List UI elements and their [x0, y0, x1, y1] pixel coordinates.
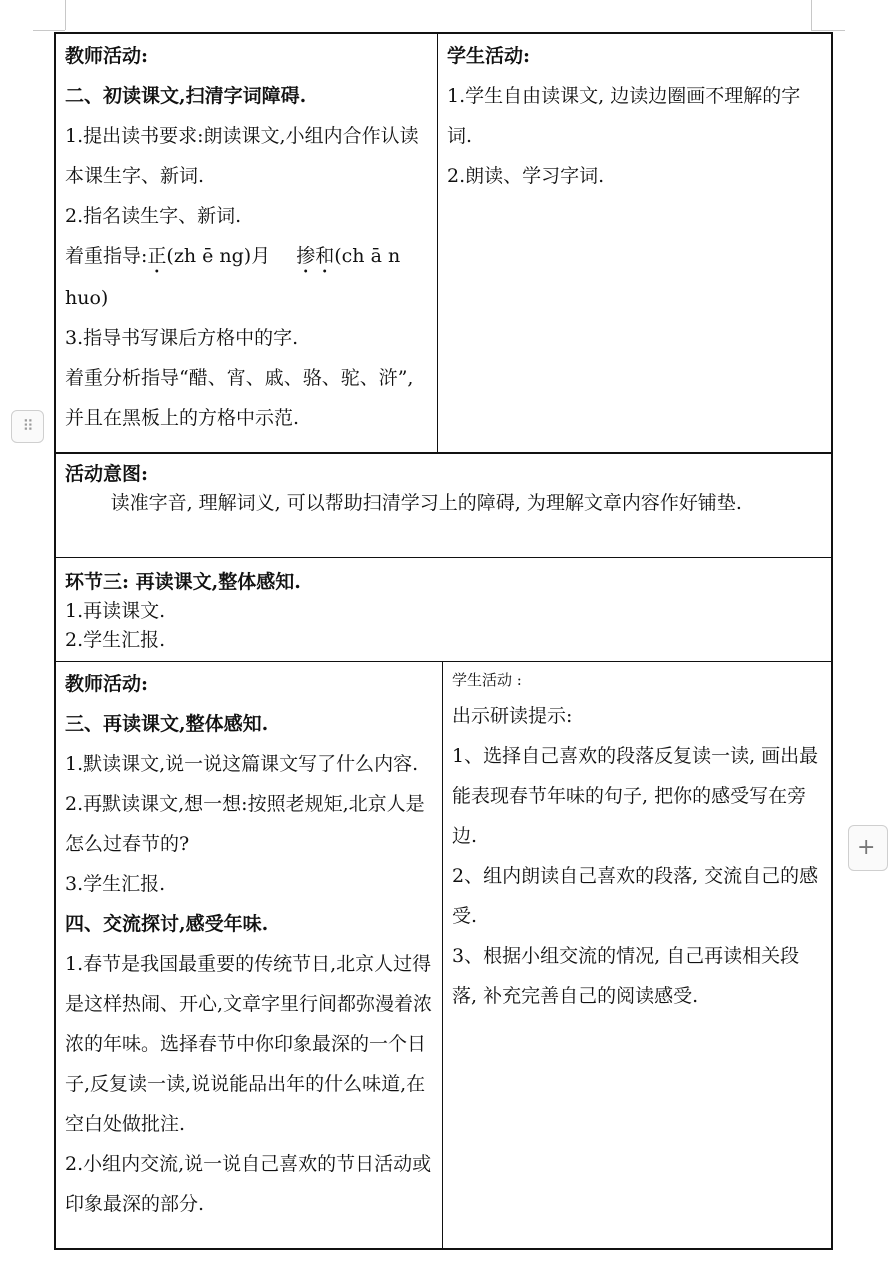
- focus-char: 正: [147, 245, 167, 267]
- student-heading: 学生活动:: [447, 45, 531, 67]
- teacher-item: 1.提出读书要求:朗读课文,小组内合作认读本课生字、新词.: [65, 125, 419, 187]
- intent-text: 读准字音, 理解词义, 可以帮助扫清学习上的障碍, 为理解文章内容作好铺垫.: [110, 492, 742, 514]
- row1-student-cell: [438, 34, 831, 196]
- focus-prefix: 着重指导:: [65, 245, 148, 267]
- teacher-heading: 教师活动:: [65, 673, 149, 695]
- teacher-item: 1.默读课文,说一说这篇课文写了什么内容.: [65, 753, 419, 775]
- student-item: 1.学生自由读课文, 边读边圈画不理解的字词.: [447, 85, 801, 147]
- section-heading: 四、交流探讨,感受年味.: [65, 913, 269, 935]
- teacher-heading: 教师活动:: [65, 45, 149, 67]
- table-border-bottom: [55, 1248, 832, 1250]
- section-heading: 三、再读课文,整体感知.: [65, 713, 269, 735]
- teacher-item: 着重分析指导“醋、宵、戚、骆、驼、浒”,并且在黑板上的方格中示范.: [65, 367, 414, 429]
- teacher-item: 2.小组内交流,说一说自己喜欢的节日活动或印象最深的部分.: [65, 1153, 432, 1215]
- page-margin-guide-left: [65, 0, 66, 30]
- page-margin-guide-right: [811, 0, 812, 30]
- teacher-item: 2.指名读生字、新词.: [65, 205, 242, 227]
- student-item: 1、选择自己喜欢的段落反复读一读, 画出最能表现春节年味的句子, 把你的感受写在旁边.: [452, 745, 819, 847]
- teacher-item: 3.学生汇报.: [65, 873, 166, 895]
- teacher-item: 1.春节是我国最重要的传统节日,北京人过得是这样热闹、开心,文章字里行间都弥漫着浓浓的年味。选择春节中你印象最深的一个日子,反复读一读,说说能品出年的什么味道,在空白处做批注.: [65, 953, 433, 1135]
- student-item: 2.朗读、学习字词.: [447, 165, 605, 187]
- table-border-right: [831, 32, 833, 1250]
- student-prompt: 出示研读提示:: [452, 705, 573, 727]
- row1-teacher-cell: [56, 34, 437, 438]
- step3-heading: 环节三: 再读课文,整体感知.: [65, 571, 301, 593]
- pronunciation-focus: [65, 236, 428, 318]
- page-margin-guide-top-right: [811, 30, 845, 31]
- pinyin: (ch ā n huo): [65, 245, 401, 309]
- row2-student-cell: [443, 662, 831, 1016]
- teacher-item: 3.指导书写课后方格中的字.: [65, 327, 299, 349]
- section-heading: 二、初读课文,扫清字词障碍.: [65, 85, 307, 107]
- focus-char: 掺: [296, 245, 316, 267]
- student-heading: 学生活动 :: [452, 671, 522, 689]
- drag-handle-icon[interactable]: ⠿: [11, 410, 44, 443]
- intent-heading: 活动意图:: [65, 463, 149, 485]
- student-item: 3、根据小组交流的情况, 自己再读相关段落, 补充完善自己的阅读感受.: [452, 945, 800, 1007]
- plus-icon[interactable]: +: [848, 825, 888, 871]
- intent-cell: [56, 458, 831, 518]
- row2-teacher-cell: [56, 662, 442, 1224]
- teacher-item: 2.再默读课文,想一想:按照老规矩,北京人是怎么过春节的?: [65, 793, 425, 855]
- step3-item: 2.学生汇报.: [65, 629, 166, 651]
- row-separator-2: [55, 557, 832, 558]
- focus-char: 和: [315, 245, 335, 267]
- student-item: 2、组内朗读自己喜欢的段落, 交流自己的感受.: [452, 865, 819, 927]
- step3-cell: [56, 566, 831, 655]
- row-separator-1: [55, 452, 832, 454]
- page-margin-guide-top-left: [33, 30, 65, 31]
- step3-item: 1.再读课文.: [65, 600, 166, 622]
- pinyin: (zh ē ng)月: [166, 245, 271, 267]
